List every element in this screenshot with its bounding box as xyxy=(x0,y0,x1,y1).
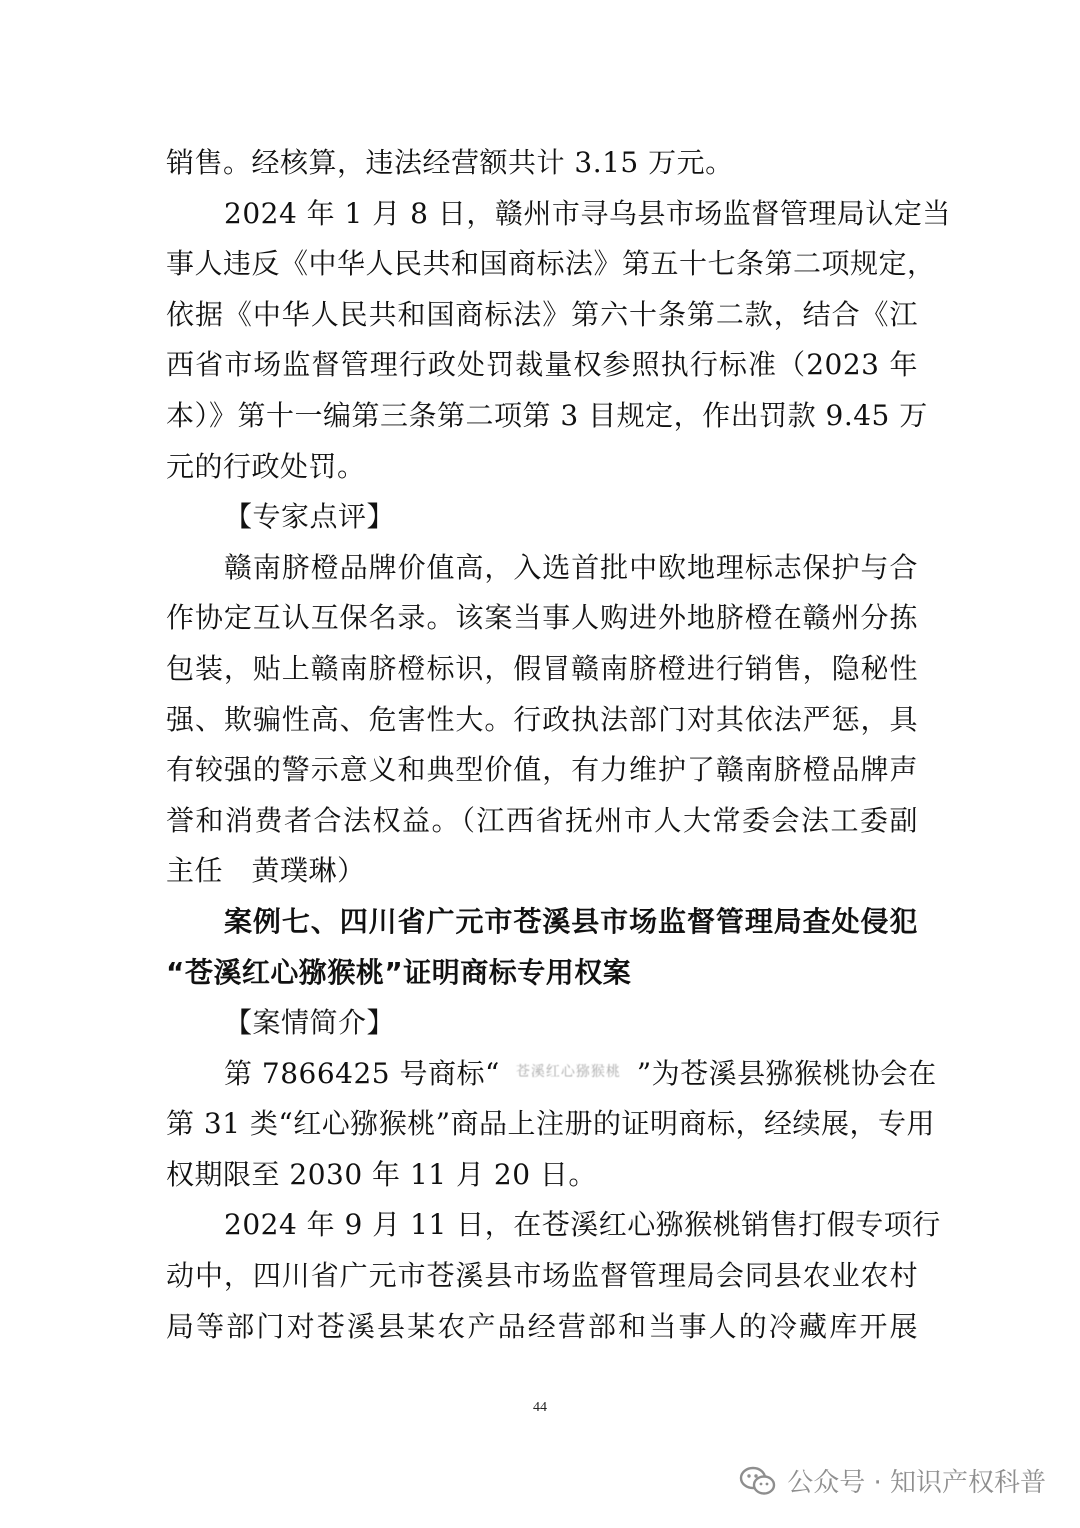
paragraph-line: 强、欺骗性高、危害性大。行政执法部门对其依法严惩，具 xyxy=(166,702,918,736)
text-segment: 第 7866425 号商标“ xyxy=(224,1056,500,1090)
paragraph-line: 主任 黄璞琳） xyxy=(166,854,366,888)
paragraph-line: 2024 年 1 月 8 日，赣州市寻乌县市场监督管理局认定当 xyxy=(224,196,951,230)
paragraph-line: 赣南脐橙品牌价值高，入选首批中欧地理标志保护与合 xyxy=(224,550,918,584)
paragraph-line: 权期限至 2030 年 11 月 20 日。 xyxy=(166,1157,597,1191)
paragraph-line: 包装，贴上赣南脐橙标识，假冒赣南脐橙进行销售，隐秘性 xyxy=(166,651,918,685)
paragraph-line: 誉和消费者合法权益。（江西省抚州市人大常委会法工委副 xyxy=(166,803,918,837)
paragraph-line: 本）》第十一编第三条第二项第 3 目规定，作出罚款 9.45 万 xyxy=(166,398,928,432)
document-body xyxy=(166,138,951,1352)
paragraph-line: 作协定互认互保名录。该案当事人购进外地脐橙在赣州分拣 xyxy=(166,601,918,635)
watermark xyxy=(739,1462,1046,1499)
paragraph-line: 销售。经核算，违法经营额共计 3.15 万元。 xyxy=(166,146,734,179)
section-label-case-summary: 【案情简介】 xyxy=(224,1006,396,1040)
paragraph-line xyxy=(166,1049,937,1100)
paragraph-line: 事人违反《中华人民共和国商标法》第五十七条第二项规定， xyxy=(166,247,936,281)
paragraph-line: 局等部门对苍溪县某农产品经营部和当事人的冷藏库开展 xyxy=(166,1309,918,1343)
paragraph-line: 第 31 类“红心猕猴桃”商品上注册的证明商标，经续展，专用 xyxy=(166,1107,936,1141)
paragraph-line: 依据《中华人民共和国商标法》第六十条第二款，结合《江 xyxy=(166,297,918,331)
trademark-logo-image: 苍溪红心猕猴桃 xyxy=(515,1063,621,1080)
paragraph-line: 元的行政处罚。 xyxy=(166,449,366,483)
case-heading: 案例七、四川省广元市苍溪县市场监督管理局查处侵犯 xyxy=(224,904,918,938)
page-number: 44 xyxy=(533,1400,547,1415)
text-segment: ”为苍溪县猕猴桃协会在 xyxy=(636,1056,937,1090)
case-heading: “苍溪红心猕猴桃”证明商标专用权案 xyxy=(166,955,632,989)
paragraph-line: 2024 年 9 月 11 日，在苍溪红心猕猴桃销售打假专项行 xyxy=(224,1208,941,1242)
watermark-text: 公众号 · 知识产权科普 xyxy=(787,1468,1046,1498)
section-label-expert-review: 【专家点评】 xyxy=(224,500,396,534)
wechat-icon xyxy=(739,1465,777,1497)
paragraph-line: 有较强的警示意义和典型价值，有力维护了赣南脐橙品牌声 xyxy=(166,753,918,787)
paragraph-line: 动中，四川省广元市苍溪县市场监督管理局会同县农业农村 xyxy=(166,1259,918,1293)
paragraph-line: 西省市场监督管理行政处罚裁量权参照执行标准（2023 年 xyxy=(166,348,918,382)
